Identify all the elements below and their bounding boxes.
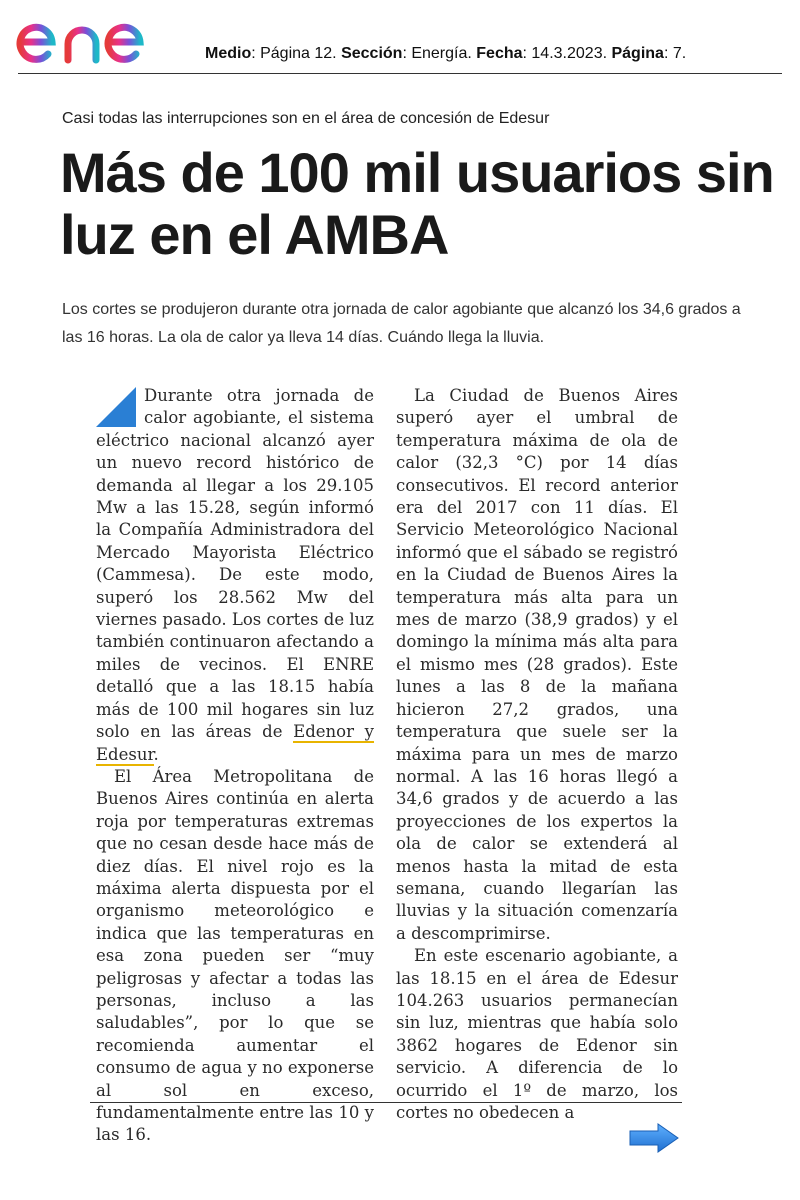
paragraph: En este escenario agobiante, a las 18.15 en el área de Edesur 104.263 usuarios permanecían sin luz, mientras que había solo 3862 hogares de Edenor sin servicio. A diferencia de lo ocurrido el 1º de marzo, los cortes no obedecen a xyxy=(396,946,678,1122)
pagina-label: Página xyxy=(611,45,664,62)
article-column-2 xyxy=(396,385,678,1124)
article-lead: Los cortes se produjeron durante otra jornada de calor agobiante que alcanzó los 34,6 grados a las 16 horas. La ola de calor ya lleva 14 días. Cuándo llega la lluvia. xyxy=(62,301,741,346)
fecha-value: 14.3.2023. xyxy=(531,45,608,62)
fecha-label: Fecha xyxy=(476,45,523,62)
seccion-value: Energía. xyxy=(411,45,472,62)
paragraph xyxy=(96,385,374,766)
paragraph-text: Durante otra jornada de calor agobiante, el sistema eléctrico nacional alcanzó ayer un nuevo record histórico de demanda al llegar a los 29.105 Mw a las 15.28, según informó la Compañía Administradora del Mercado Mayorista Eléctrico (Cammesa). De este modo, superó los 28.562 Mw del viernes pasado. Los cortes de luz también continuaron afectando a miles de vecinos. El ENRE detalló que a las 18.15 había más de 100 mil hogares sin luz solo en las áreas de xyxy=(96,386,374,742)
triangle-icon xyxy=(96,387,136,427)
medio-value: Página 12. xyxy=(260,45,337,62)
article-headline: Más de 100 mil usuarios sin luz en el AMBA xyxy=(60,141,774,266)
article-column-1 xyxy=(96,385,374,1147)
medio-label: Medio xyxy=(205,45,252,62)
seccion-label: Sección xyxy=(341,45,403,62)
paragraph-text-end: . xyxy=(153,744,159,764)
header-divider xyxy=(18,73,782,74)
footer-divider xyxy=(90,1102,682,1103)
article-kicker: Casi todas las interrupciones son en el área de concesión de Edesur xyxy=(62,110,550,127)
highlighted-text: Edenor y Edesur xyxy=(96,722,375,764)
pagina-value: 7. xyxy=(672,45,687,62)
paragraph: El Área Metropolitana de Buenos Aires continúa en alerta roja por temperaturas extremas que no cesan desde hace más de diez días. El nivel rojo es la máxima alerta dispuesta por el organismo meteorológico e indica que las temperaturas en esa zona pueden ser “muy peligrosas y afectar a todas las personas, incluso a las saludables”, por lo que se recomienda aumentar el consumo de agua y no exponerse al sol en exceso, fundamentalmente entre las 10 y las 16. xyxy=(96,766,374,1145)
enel-logo xyxy=(14,4,184,66)
paragraph: La Ciudad de Buenos Aires superó ayer el umbral de temperatura máxima de ola de calor (32,3 °C) por 14 días consecutivos. El record anterior era del 2017 con 11 días. El Servicio Meteorológico Nacional informó que el sábado se registró en la Ciudad de Buenos Aires la temperatura más alta para un mes de marzo (38,9 grados) y el domingo la mínima más alta para el mismo mes (28 grados). Este lunes a las 8 de la mañana hicieron 27,2 grados, una temperatura que suele ser la máxima para un mes de marzo normal. A las 16 horas llegó a 34,6 grados y de acuerdo a las proyecciones de los expertos la ola de calor se extenderá al menos hasta la mitad de esta semana, cuando llegarían las lluvias y la situación comenzaría a descomprimirse. xyxy=(396,386,678,943)
arrow-right-icon[interactable] xyxy=(628,1122,680,1154)
publication-meta: Medio: Página 12. Sección: Energía. Fecha: 14.3.2023. Página: 7. xyxy=(205,45,687,62)
